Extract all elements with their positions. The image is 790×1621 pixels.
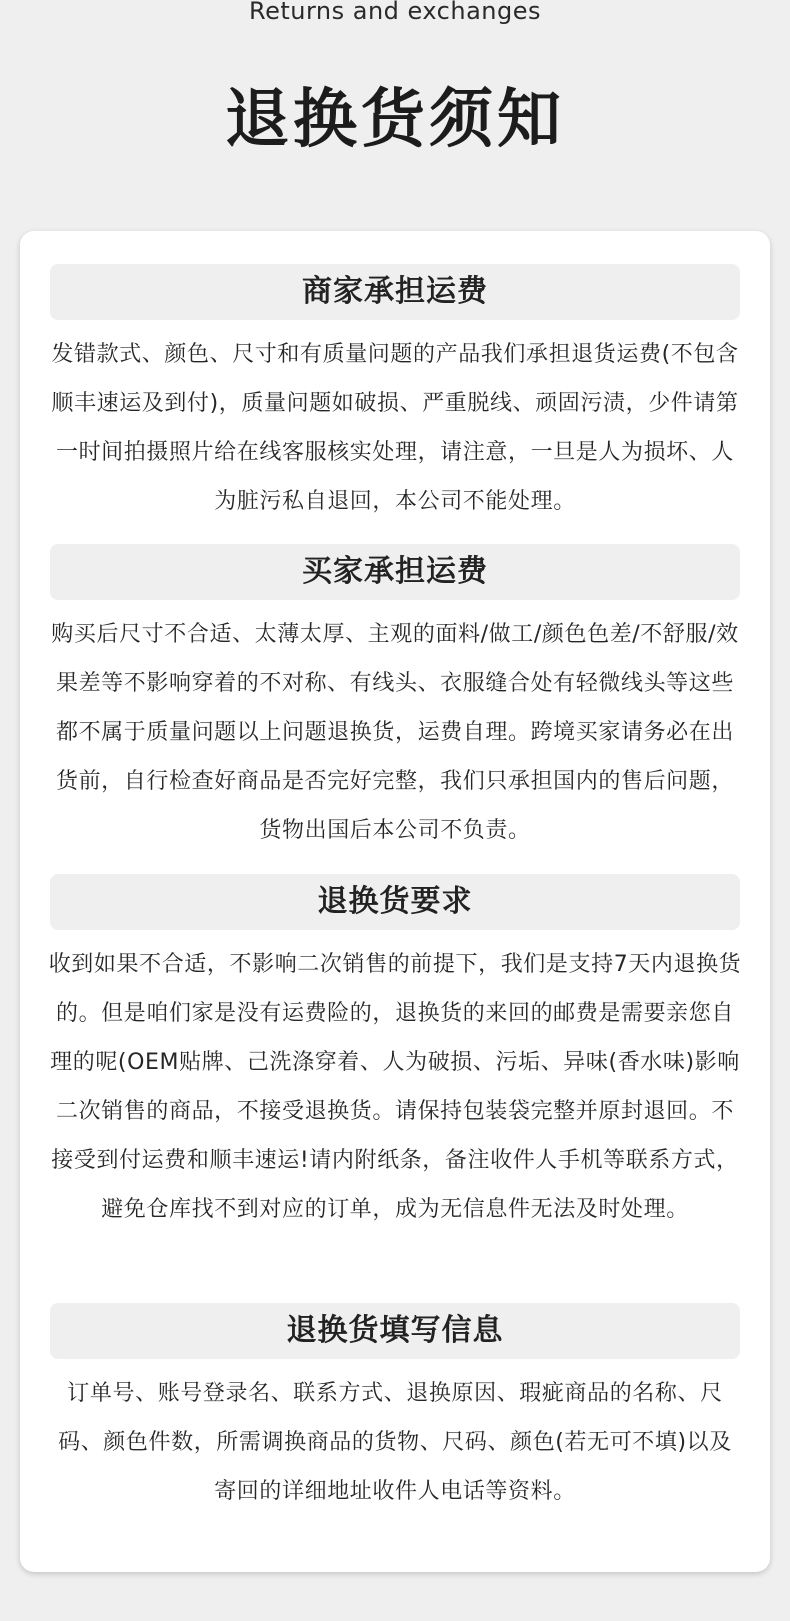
page-subtitle: Returns and exchanges — [248, 0, 541, 25]
page-title: 退换货须知 — [225, 83, 565, 157]
section-body-return-requirements: 收到如果不合适，不影响二次销售的前提下，我们是支持7天内退换货的。但是咱们家是没有运费险的，退换货的来回的邮费是需要亲您自理的呢(OEM贴牌、己洗涤穿着、人为破损、污垢、异味(香水味)影响二次销售的商品，不接受退换货。请保持包装袋完整并原封退回。不接受到付运费和顺丰速运!请内附纸条，备注收件人手机等联系方式，避免仓库找不到对应的订单，成为无信息件无法及时处理。 — [48, 952, 742, 1222]
section-body-return-info: 订单号、账号登录名、联系方式、退换原因、瑕疵商品的名称、尺码、颜色件数，所需调换商品的货物、尺码、颜色(若无可不填)以及寄回的详细地址收件人电话等资料。 — [58, 1381, 732, 1504]
section-body-merchant-shipping: 发错款式、颜色、尺寸和有质量问题的产品我们承担退货运费(不包含顺丰速运及到付)，质量问题如破损、严重脱线、顽固污渍，少件请第一时间拍摄照片给在线客服核实处理，请注意，一旦是人为损坏、人为脏污私自退回，本公司不能处理。 — [51, 342, 739, 514]
section-heading-buyer-shipping: 买家承担运费 — [50, 544, 740, 600]
section-heading-return-requirements: 退换货要求 — [50, 874, 740, 930]
returns-policy-card — [20, 231, 770, 1572]
section-heading-return-info: 退换货填写信息 — [50, 1303, 740, 1359]
section-heading-merchant-shipping: 商家承担运费 — [50, 264, 740, 320]
section-body-buyer-shipping: 购买后尺寸不合适、太薄太厚、主观的面料/做工/颜色色差/不舒服/效果差等不影响穿着的不对称、有线头、衣服缝合处有轻微线头等这些都不属于质量问题以上问题退换货，运费自理。跨境买家请务必在出货前，自行检查好商品是否完好完整，我们只承担国内的售后问题，货物出国后本公司不负责。 — [51, 622, 739, 843]
